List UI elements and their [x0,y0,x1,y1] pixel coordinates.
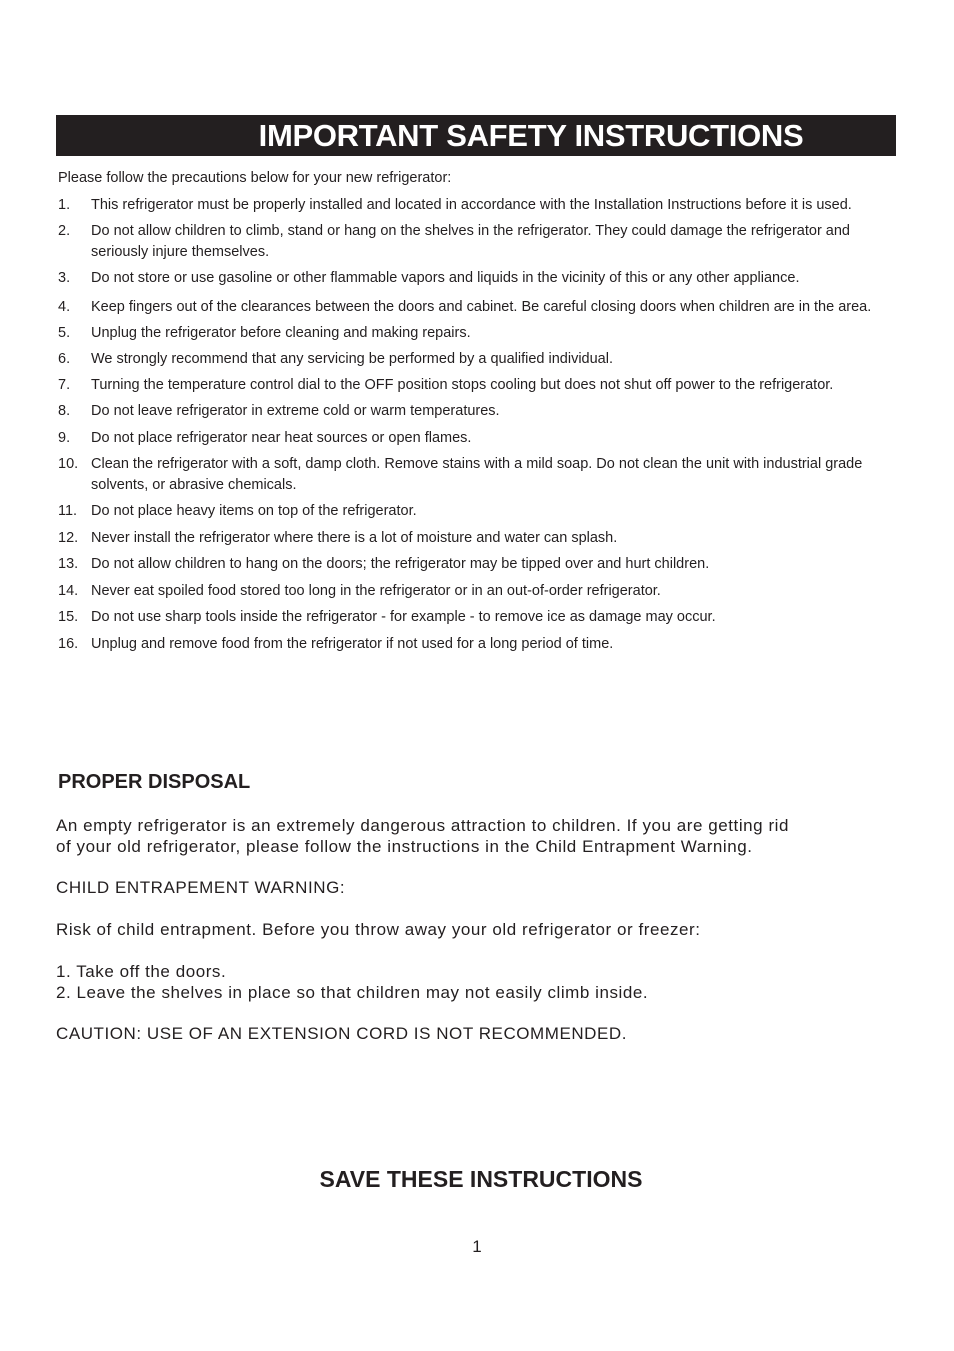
item-number: 9. [58,430,71,446]
item-text: Never eat spoiled food stored too long in the refrigerator or in an out-of-order refrigerator. [91,583,661,599]
list-item [58,221,896,263]
item-text: Do not allow children to climb, stand or hang on the shelves in the refrigerator. They could damage the refrigerator and seriously injure themselves. [91,223,850,260]
item-text: Do not allow children to hang on the doors; the refrigerator may be tipped over and hurt children. [91,556,710,572]
item-text: Unplug and remove food from the refrigerator if not used for a long period of time. [91,636,614,652]
list-item [58,634,896,655]
step-2: 2. Leave the shelves in place so that children may not easily climb inside. [56,983,649,1002]
item-number: 5. [58,325,71,341]
item-number: 14. [58,583,79,599]
list-item [58,501,896,522]
item-number: 2. [58,223,71,239]
risk-text: Risk of child entrapment. Before you throw away your old refrigerator or freezer: [56,920,701,939]
save-heading: SAVE THESE INSTRUCTIONS [319,1166,643,1192]
item-number: 15. [58,609,79,625]
item-number: 8. [58,403,71,419]
list-item [58,195,896,216]
item-number: 7. [58,377,71,393]
item-number: 16. [58,636,79,652]
page-number: 1 [472,1237,482,1256]
disposal-paragraph-line-1: An empty refrigerator is an extremely dangerous attraction to children. If you are getting rid [56,816,789,835]
item-text: Do not leave refrigerator in extreme cold or warm temperatures. [91,403,500,419]
item-number: 3. [58,270,71,286]
safety-list [58,195,896,655]
list-item [58,323,896,344]
item-text: Turning the temperature control dial to the OFF position stops cooling but does not shut off power to the refrigerator. [91,377,834,393]
disposal-heading: PROPER DISPOSAL [58,771,251,793]
list-item [58,607,896,628]
item-text: Do not place heavy items on top of the refrigerator. [91,503,417,519]
item-number: 10. [58,456,79,472]
disposal-paragraph-line-2: of your old refrigerator, please follow the instructions in the Child Entrapment Warning. [56,837,753,856]
list-item [58,454,896,496]
list-item [58,401,896,422]
list-item [58,349,896,370]
item-text: Never install the refrigerator where there is a lot of moisture and water can splash. [91,530,618,546]
item-text: Do not place refrigerator near heat sources or open flames. [91,430,472,446]
caution-text: CAUTION: USE OF AN EXTENSION CORD IS NOT RECOMMENDED. [56,1024,627,1043]
item-number: 6. [58,351,71,367]
list-item [58,581,896,602]
title-bar [56,115,896,156]
item-number: 4. [58,299,71,315]
item-number: 1. [58,197,71,213]
list-item [58,375,896,396]
item-number: 13. [58,556,79,572]
item-text: Clean the refrigerator with a soft, damp cloth. Remove stains with a mild soap. Do not clean the unit with industrial grade solvents, or abrasive chemicals. [91,456,863,493]
item-text: We strongly recommend that any servicing be performed by a qualified individual. [91,351,613,367]
item-text: Unplug the refrigerator before cleaning and making repairs. [91,325,471,341]
step-1: 1. Take off the doors. [56,962,227,981]
list-item [58,268,896,289]
page-title: IMPORTANT SAFETY INSTRUCTIONS [258,117,804,153]
item-number: 11. [58,503,78,519]
list-item [58,297,896,318]
list-item [58,554,896,575]
item-text: This refrigerator must be properly installed and located in accordance with the Installation Instructions before it is used. [91,197,852,213]
intro-text: Please follow the precautions below for your new refrigerator: [58,170,452,186]
item-number: 12. [58,530,79,546]
list-item [58,528,896,549]
item-text: Keep fingers out of the clearances between the doors and cabinet. Be careful closing doors when children are in the area. [91,299,872,315]
item-text: Do not store or use gasoline or other flammable vapors and liquids in the vicinity of this or any other appliance. [91,270,800,286]
list-item [58,428,896,449]
item-text: Do not use sharp tools inside the refrigerator - for example - to remove ice as damage may occur. [91,609,716,625]
warning-heading: CHILD ENTRAPEMENT WARNING: [56,878,346,897]
